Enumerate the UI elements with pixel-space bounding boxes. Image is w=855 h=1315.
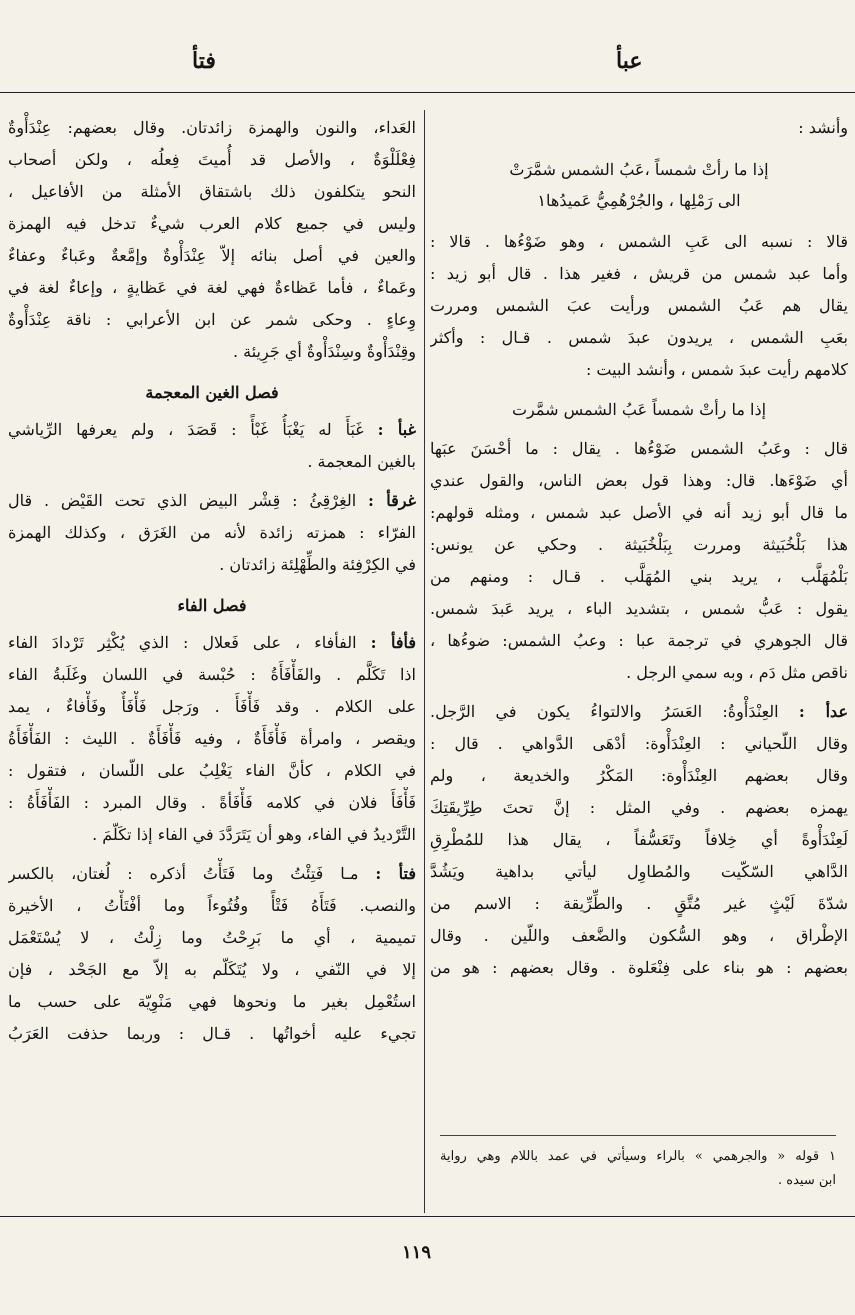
- text-line: لَعِنْدَأْوةً أي خِلافاً وتَعَسُّفاً ، يقال هذا للمُطْرِقِ: [430, 830, 848, 849]
- text-line: ما قال أبو زيد أنه في الأصل عبد شمس ، ومثله قولهم:: [430, 503, 848, 522]
- text-line: الإطْراق ، وهو السُّكون والضَّعف واللّين . وقال: [430, 926, 848, 945]
- entry-line: [8, 485, 416, 517]
- text-line: الدَّاهي السّكّيت والمُطاوِل ليأتي بداهية ويَشُدَّ: [430, 862, 848, 881]
- text-line: إلا في النّفي ، ولا يُتَكَلّم به إلاّ مع الجَحْد ، فإن: [8, 960, 416, 979]
- text-line: فِعْلَلْوَةٌ ، والأصل قد أُميتَ فِعلُه ، ولكن أصحاب: [8, 150, 416, 169]
- text-line: وقِنْدَأْوةٌ وسِنْدَأْوةٌ أي جَرِيئة .: [232, 342, 416, 361]
- text-line: تميمية ، أي ما بَرِحْتُ وما زِلْتُ ، لا يُسْتَعْمَل: [8, 928, 416, 947]
- text-line: اذا تَكَلَّم . والفَأْفَأَةُ : حُبْسة في اللسان وغَلَبةُ الفاء: [8, 665, 416, 684]
- page-number: ١١٩: [402, 1242, 432, 1263]
- entry-headword: فتأ :: [375, 864, 416, 883]
- entry-line: [8, 858, 416, 890]
- text-line: هذا بَلْخُبَيثة ومررت بِبَلْخُبَيثة . وحكي عن يونس:: [430, 535, 848, 554]
- text-line: وقال اللّحياني : العِنْدَأْوة: أدْهَى الدَّواهي . قال :: [430, 734, 848, 753]
- footnote-line: ابن سيده .: [778, 1173, 836, 1188]
- text-line: بعَبِ الشمس ، يريدون عبدَ شمس . قـال : وأكثر: [430, 328, 848, 347]
- entry-text: مـا فَتِئْتُ وما فَتَأْتُ أذكره : لُغتان، بالكسر: [8, 864, 359, 883]
- text-line: يقول : عَبُّ شمس ، بتشديد الباء ، يريد عَبدَ شمس.: [430, 599, 848, 618]
- text-line: تجيء عليه أخواتُها . قـال : وربما حذفت العَرَبُ: [8, 1024, 416, 1043]
- text-line: وأما عبد شمس من قريش ، فغير هذا . قال أبو زيد :: [430, 264, 848, 283]
- text-line: والعين في أصل بنائه إلاّ عِنْدَأْوةٌ وإمَّعةٌ وعَباءٌ وعفاءٌ: [8, 246, 416, 265]
- text-line: كلامهم رأيت عبدَ شمس ، وأنشد البيت :: [585, 360, 848, 379]
- text-line: والنصب. فَتَأَهُ فَتْأً وفُتُوءاً وما أفْتَأْتُ ، الأخيرة: [8, 896, 416, 915]
- header-right-word: عبأ: [616, 48, 643, 74]
- entry-headword: فأفأ :: [370, 633, 416, 652]
- entry-headword: غبأ :: [377, 420, 416, 439]
- text-line: قال : وعَبُ الشمس ضَوْءُها . يقال : ما أحْسَنَ عبَها: [430, 439, 848, 458]
- text-line: وعَماءٌ ، فأما عَظاءةٌ فهي لغة في عَظايةٍ ، وإعاءٌ لغة في: [8, 278, 416, 297]
- column-divider: [424, 110, 425, 1213]
- entry-text: غَبَأَ له يَغْبَأُ غَبْأً : قَصَدَ ، ولم يعرفها الرِّياشي: [8, 420, 364, 439]
- text-line: وِعاءٍ . وحكى شمر عن ابن الأعرابي : ناقة عِنْدَأْوةٌ: [8, 310, 416, 329]
- text-line: التَّرْديدُ في الفاء، وهو أن يَتَرَدَّدَ في الفاء إذا تكَلّمَ .: [92, 825, 416, 844]
- entry-text: الغِرْقِئُ : قِشْر البيض الذي تحت القَيْض . قال: [8, 491, 357, 510]
- entry-line: [8, 414, 416, 446]
- text-line: يهمزه بعضهم . وفي المثل : إنَّ تحتَ طِرِّيقَتِكَ: [430, 798, 848, 817]
- section-heading: فصل الفاء: [177, 596, 247, 615]
- text-line: شدّةَ لَيْثٍ غير مُتَّقٍ . والطِّرِّيقة : الاسم من: [430, 894, 848, 913]
- right-column: [430, 112, 848, 984]
- text-line: أي ضَوْءَها. قال: وهذا قول بعض الناس، والقول عندي: [430, 471, 848, 490]
- footnote-rule: [440, 1135, 836, 1136]
- header-rule: [0, 92, 855, 93]
- text-line: ويقصر ، وامرأة فَأْفَأَةٌ ، وفيه فَأْفَأَةٌ . الليث : الفَأْفَأَةُ: [8, 729, 416, 748]
- text-line: فَأْفَأَ فلان في كلامه فَأْفَأةً . وقال المبرد : الفَأْفَأَةُ :: [8, 793, 416, 812]
- text-line: في الكِرْفِئة والطِّهْلِئة زائدتان .: [219, 555, 416, 574]
- text-line: يقال هم عَبُ الشمس ورأيت عبَ الشمس ومررت: [430, 296, 848, 315]
- footnote-line: ١ قوله « والجرهمي » بالراء وسيأتي في عمد باللام وهي رواية: [440, 1149, 836, 1164]
- text-line: النحو يتكلفون ذلك باشتقاق الأمثلة من الأفاعيل ،: [8, 182, 416, 201]
- text-line: في الكلام ، كأنَّ الفاء يَغْلِبُ على اللّسان ، فتقول :: [8, 761, 416, 780]
- text-line: وقال بعضهم العِنْدَأْوة: المَكْرُ والخديعة ، ولم: [430, 766, 848, 785]
- footnote: [440, 1145, 836, 1193]
- text-line: قالا : نسبه الى عَبِ الشمس ، وهو ضَوْءُها . قالا :: [430, 232, 848, 251]
- entry-text: الفأفاء ، على فَعلال : الذي يُكْثِر تَرْدادَ الفاء: [8, 633, 357, 652]
- left-column: [8, 112, 416, 1050]
- intro-line: وأنشد :: [798, 118, 848, 137]
- footer-rule: [0, 1216, 855, 1217]
- text-line: وليس في جميع كلام العرب شيءٌ تدخل فيه الهمزة: [8, 214, 416, 233]
- entry-line: [8, 627, 416, 659]
- text-line: العَداء، والنون والهمزة زائدتان. وقال بعضهم: عِنْدَأْوةٌ: [8, 118, 416, 137]
- text-line: بالغين المعجمة .: [307, 452, 416, 471]
- text-line: ناقص مثل دَم ، وبه سمي الرجل .: [626, 663, 848, 682]
- text-line: الفرّاء : همزته زائدة لأنه من الغَرَق ، وكذلك الهمزة: [8, 523, 416, 542]
- text-line: على الكلام . وقد فَأْفَأَ . ورَجل فَأْفَأٌ وفَأْفاءٌ ، يمد: [8, 697, 416, 716]
- section-heading: فصل الغين المعجمة: [145, 383, 279, 402]
- text-line: بعضهم : هو بناء على فِنْعَلوة . وقال بعضهم : هو من: [430, 958, 848, 977]
- entry-headword: عدأ :: [798, 702, 848, 721]
- entry-text: العِنْدَأْوةُ: العَسَرُ والالتواءُ يكون في الرَّجل.: [430, 702, 779, 721]
- entry-line: [430, 696, 848, 728]
- verse-line: إذا ما رأتْ شمساً ،عَبُ الشمس شمَّرَتْ: [509, 160, 769, 179]
- verse-line: إذا ما رأتْ شمساً عَبُ الشمس شمَّرت: [511, 400, 767, 419]
- verse-line: الى رَمْلِها ، والجُرْهُمِيُّ عَميدُها١: [537, 191, 741, 210]
- text-line: قال الجوهري في ترجمة عبا : وعبُ الشمس: ضوءُها ،: [430, 631, 848, 650]
- header-left-word: فتأ: [192, 48, 216, 74]
- text-line: استُعْمِل بغير ما ونحوها فهي مَنْوِيّة على حسب ما: [8, 992, 416, 1011]
- entry-headword: غرقأ :: [368, 491, 416, 510]
- text-line: بَلْمُهَلَّب ، يريد بني المُهَلَّب . قـال : ومنهم من: [430, 567, 848, 586]
